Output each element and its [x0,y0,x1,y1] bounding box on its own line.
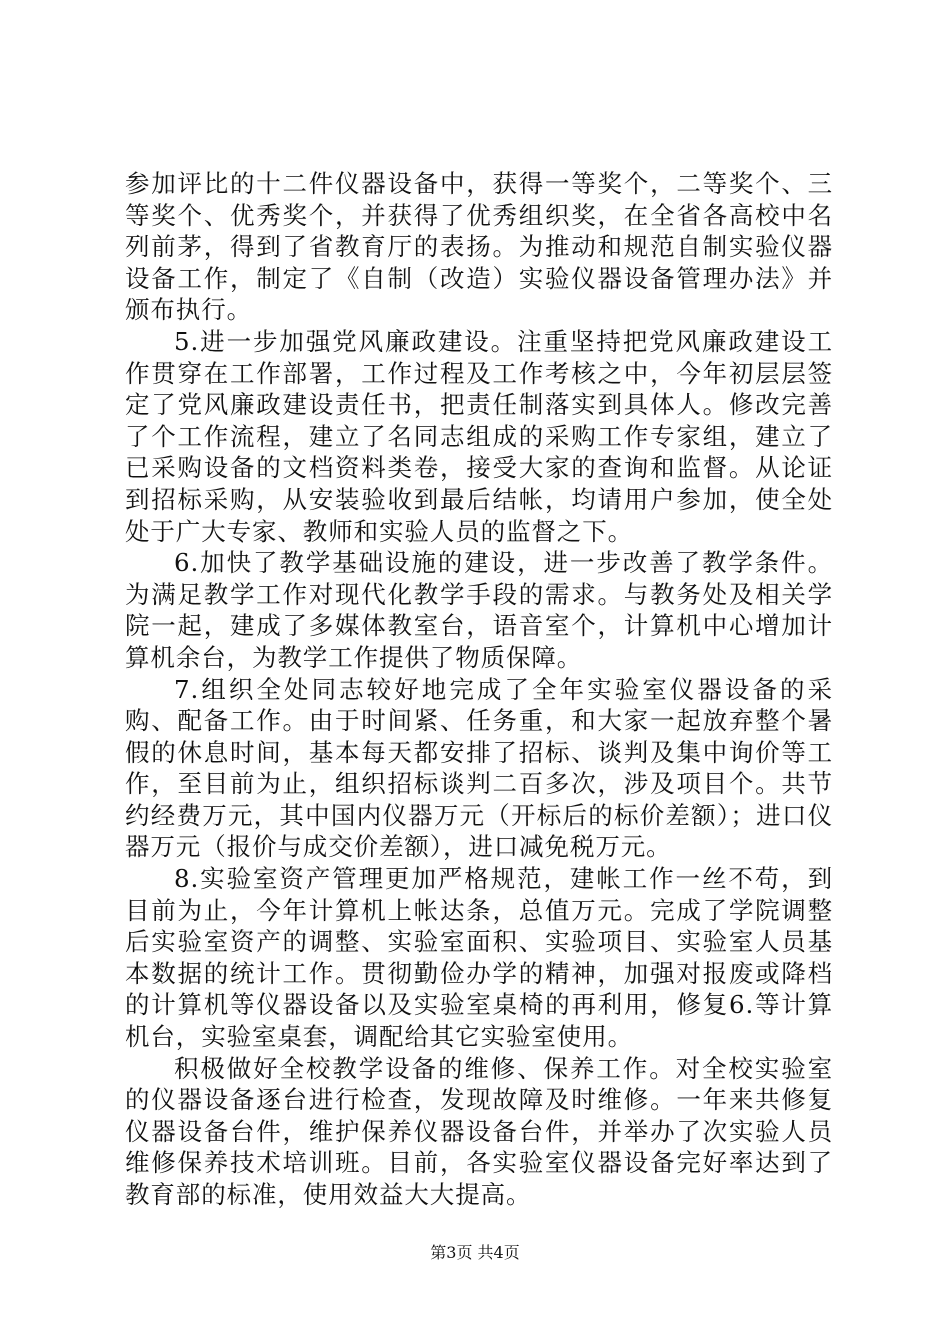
paragraph-awards: 参加评比的十二件仪器设备中，获得一等奖个，二等奖个、三等奖个、优秀奖个，并获得了优秀组织奖，在全省各高校中名列前茅，得到了省教育厅的表扬。为推动和规范自制实验仪器设备工作，制定了《自制（改造）实验仪器设备管理办法》并颁布执行。 [125,169,833,325]
paragraph-item-7: 7.组织全处同志较好地完成了全年实验室仪器设备的采购、配备工作。由于时间紧、任务重，和大家一起放弃整个暑假的休息时间，基本每天都安排了招标、谈判及集中询价等工作，至目前为止，组织招标谈判二百多次，涉及项目个。共节约经费万元，其中国内仪器万元（开标后的标价差额）；进口仪器万元（报价与成交价差额），进口减免税万元。 [125,674,833,862]
paragraph-maintenance: 积极做好全校教学设备的维修、保养工作。对全校实验室的仪器设备逐台进行检查，发现故障及时维修。一年来共修复仪器设备台件，维护保养仪器设备台件，并举办了次实验人员维修保养技术培训班。目前，各实验室仪器设备完好率达到了教育部的标准，使用效益大大提高。 [125,1053,833,1209]
paragraph-item-8: 8.实验室资产管理更加严格规范，建帐工作一丝不苟，到目前为止，今年计算机上帐达条，总值万元。完成了学院调整后实验室资产的调整、实验室面积、实验项目、实验室人员基本数据的统计工作。贯彻勤俭办学的精神，加强对报废或降档的计算机等仪器设备以及实验室桌椅的再利用，修复6.等计算机台，实验室桌套，调配给其它实验室使用。 [125,864,833,1052]
page-footer: 第3页 共4页 [430,1243,520,1262]
document-body [125,168,833,1211]
paragraph-item-6: 6.加快了教学基础设施的建设，进一步改善了教学条件。为满足教学工作对现代化教学手段的需求。与教务处及相关学院一起，建成了多媒体教室台，语音室个，计算机中心增加计算机余台，为教学工作提供了物质保障。 [125,548,833,672]
paragraph-item-5: 5.进一步加强党风廉政建设。注重坚持把党风廉政建设工作贯穿在工作部署，工作过程及工作考核之中，今年初层层签定了党风廉政建设责任书，把责任制落实到具体人。修改完善了个工作流程，建立了名同志组成的采购工作专家组，建立了已采购设备的文档资料类卷，接受大家的查询和监督。从论证到招标采购，从安装验收到最后结帐，均请用户参加，使全处处于广大专家、教师和实验人员的监督之下。 [125,326,833,546]
